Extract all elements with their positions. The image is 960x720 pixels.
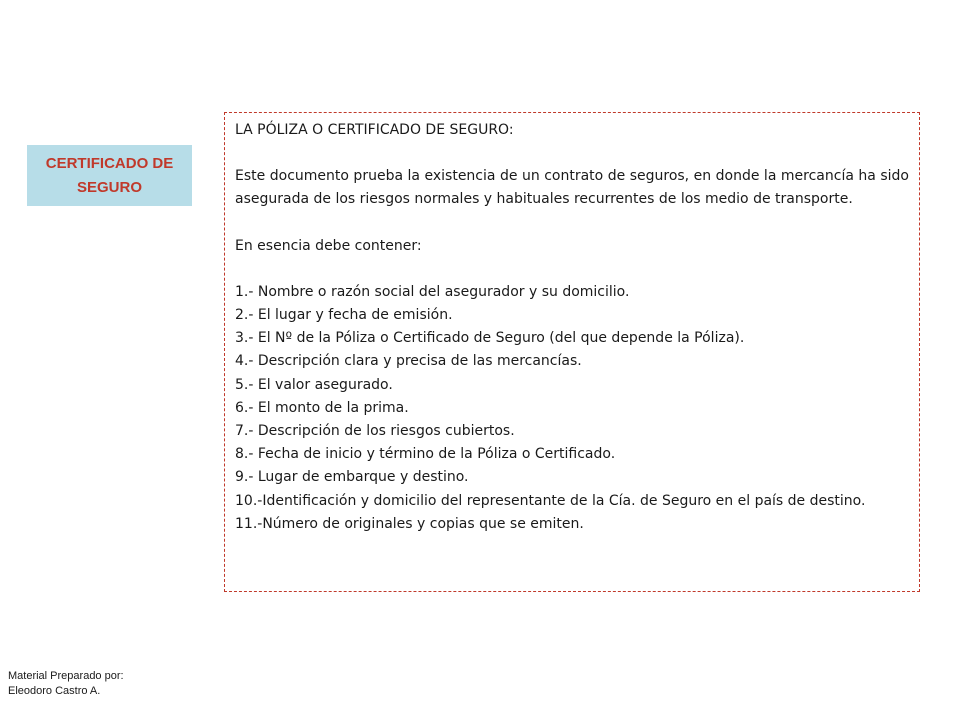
requirements-list — [235, 281, 909, 536]
list-item: 6.- El monto de la prima. — [235, 399, 409, 416]
list-intro: En esencia debe contener: — [235, 237, 422, 254]
list-item: 11.-Número de originales y copias que se emiten. — [235, 515, 584, 532]
list-item: 3.- El Nº de la Póliza o Certificado de Seguro (del que depende la Póliza). — [235, 330, 745, 347]
section-label-text: CERTIFICADO DE SEGURO — [45, 154, 174, 196]
list-item: 2.- El lugar y fecha de emisión. — [235, 307, 453, 324]
description-paragraph: Este documento prueba la existencia de un contrato de seguros, en donde la mercancía ha sido asegurada de los riesgos normales y habituales recurrentes de los medio de transporte. — [235, 168, 909, 208]
list-item: 1.- Nombre o razón social del asegurador y su domicilio. — [235, 283, 630, 300]
list-item: 4.- Descripción clara y precisa de las mercancías. — [235, 353, 582, 370]
list-item: 8.- Fecha de inicio y término de la Póliza o Certificado. — [235, 446, 616, 463]
author-credit — [8, 669, 124, 699]
content-box — [224, 112, 920, 592]
credit-line-1: Material Preparado por: — [8, 670, 124, 682]
credit-line-2: Eleodoro Castro A. — [8, 685, 101, 697]
list-item: 7.- Descripción de los riesgos cubiertos. — [235, 423, 515, 440]
list-item: 10.-Identificación y domicilio del representante de la Cía. de Seguro en el país de destino. — [235, 492, 866, 509]
section-label — [27, 145, 192, 206]
list-item: 9.- Lugar de embarque y destino. — [235, 469, 469, 486]
content-heading: LA PÓLIZA O CERTIFICADO DE SEGURO: — [235, 122, 514, 138]
list-item: 5.- El valor asegurado. — [235, 376, 393, 393]
